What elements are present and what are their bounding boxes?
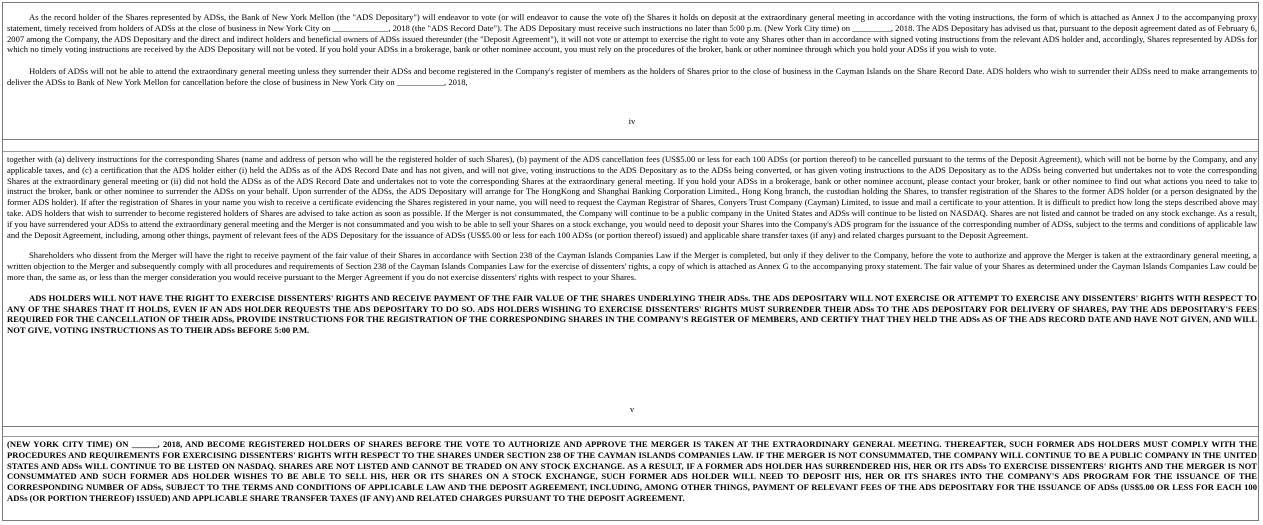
page-break-divider: [3, 151, 1259, 152]
page-break-divider: [3, 139, 1259, 140]
page-break-divider: [3, 436, 1259, 437]
page-vi: [7, 439, 1257, 504]
page-iv: [7, 12, 1257, 88]
ads-holders-notice-caps: ADS HOLDERS WILL NOT HAVE THE RIGHT TO EXERCISE DISSENTERS' RIGHTS AND RECEIVE PAYMENT OF THE FAIR VALUE OF THE SHARES UNDERLYING THEIR ADSs. THE ADS DEPOSITARY WILL NOT EXERCISE OR ATTEMPT TO EXERCISE ANY DISSENTERS' RIGHTS WITH RESPECT TO ANY OF THE SHARES THAT IT HOLDS, EVEN IF AN ADS HOLDER REQUESTS THE ADS DEPOSITARY TO DO SO. ADS HOLDERS WISHING TO EXERCISE DISSENTERS' RIGHTS MUST SURRENDER THEIR ADSs TO THE ADS DEPOSITARY FOR DELIVERY OF SHARES, PAY THE ADS DEPOSITARY'S FEES REQUIRED FOR THE CANCELLATION OF THEIR ADSs, PROVIDE INSTRUCTIONS FOR THE REGISTRATION OF THE CORRESPONDING SHARES IN THE COMPANY'S REGISTER OF MEMBERS, AND CERTIFY THAT THEY HELD THE ADSs AS OF THE ADS RECORD DATE AND HAVE NOT GIVEN, AND WILL NOT GIVE, VOTING INSTRUCTIONS AS TO THEIR ADSs BEFORE 5:00 P.M.: [7, 292, 1257, 336]
dissenters-rights-paragraph: Shareholders who dissent from the Merger will have the right to receive payment of the fair value of their Shares in accordance with Section 238 of the Cayman Islands Companies Law if the Merger is completed, but only if they deliver to the Company, before the vote to authorize and approve the Merger is taken at the extraordinary general meeting, a written objection to the Merger and subsequently comply with all procedures and requirements of Section 238 of the Cayman Islands Companies Law for the exercise of dissenters' rights, a copy of which is attached as Annex G to the accompanying proxy statement. The fair value of your Shares as determined under the Cayman Islands Companies Law could be more than, the same as, or less than the merger consideration you would receive pursuant to the Merger Agreement if you do not exercise dissenters' rights with respect to your Shares.: [7, 250, 1257, 282]
page-break-divider: [3, 426, 1259, 427]
ads-holders-notice-continued: (NEW YORK CITY TIME) ON ______, 2018, AND BECOME REGISTERED HOLDERS OF SHARES BEFORE THE VOTE TO AUTHORIZE AND APPROVE THE MERGER IS TAKEN AT THE EXTRAORDINARY GENERAL MEETING. THEREAFTER, SUCH FORMER ADS HOLDERS MUST COMPLY WITH THE PROCEDURES AND REQUIREMENTS FOR EXERCISING DISSENTERS' RIGHTS WITH RESPECT TO THE SHARES UNDER SECTION 238 OF THE CAYMAN ISLANDS COMPANIES LAW. IF THE MERGER IS NOT CONSUMMATED, THE COMPANY WILL CONTINUE TO BE A PUBLIC COMPANY IN THE UNITED STATES AND ADSs WILL CONTINUE TO BE LISTED ON NASDAQ. SHARES ARE NOT LISTED AND CANNOT BE TRADED ON ANY STOCK EXCHANGE. AS A RESULT, IF A FORMER ADS HOLDER HAS SURRENDERED HIS, HER OR ITS ADSs TO EXERCISE DISSENTERS' RIGHTS AND THE MERGER IS NOT CONSUMMATED AND SUCH FORMER ADS HOLDER WISHES TO BE ABLE TO SELL HIS, HER OR ITS SHARES ON A STOCK EXCHANGE, SUCH FORMER ADS HOLDER WILL NEED TO DEPOSIT HIS, HER OR ITS SHARES INTO THE COMPANY'S ADS PROGRAM FOR THE ISSUANCE OF THE CORRESPONDING NUMBER OF ADSs, SUBJECT TO THE TERMS AND CONDITIONS OF APPLICABLE LAW AND THE DEPOSIT AGREEMENT, INCLUDING, AMONG OTHER THINGS, PAYMENT OF RELEVANT FEES OF THE ADS DEPOSITARY FOR THE ISSUANCE OF ADSs (US$5.00 OR LESS FOR EACH 100 ADSs (OR PORTION THEREOF) ISSUED) AND APPLICABLE SHARE TRANSFER TAXES (IF ANY) AND RELATED CHARGES PURSUANT TO THE DEPOSIT AGREEMENT.: [7, 439, 1257, 503]
page-number-v: v: [629, 404, 635, 414]
page-number-iv: iv: [628, 116, 636, 126]
ads-attendance-paragraph: Holders of ADSs will not be able to attend the extraordinary general meeting unless they surrender their ADSs and become registered in the Company's register of members as the holders of Shares prior to the close of business in the Cayman Islands on the Share Record Date. ADS holders who wish to surrender their ADSs need to make arrangements to deliver the ADSs to Bank of New York Mellon for cancellation before the close of business in New York City on ___________, 2018,: [7, 66, 1257, 87]
page-v: [7, 154, 1257, 336]
surrender-procedure-paragraph: together with (a) delivery instructions for the corresponding Shares (name and address of person who will be the registered holder of such Shares), (b) payment of the ADS cancellation fees (US$5.00 or less for each 100 ADSs (or portion thereof) to be cancelled pursuant to the terms of the Deposit Agreement), which will not be borne by the Company, and any applicable taxes, and (c) a certification that the ADS holder either (i) held the ADSs as of the ADS Record Date and has not given, and will not give, voting instructions to the ADS Depositary as to the ADSs being converted, or has given voting instructions to the ADS Depositary as to the ADSs being converted but undertakes not to vote the corresponding Shares at the extraordinary general meeting or (ii) did not hold the ADSs as of the ADS Record Date and undertakes not to vote the corresponding Shares at the extraordinary general meeting. If you hold your ADSs in a brokerage, bank or other nominee account, please contact your broker, bank or other nominee to find out what actions you need to take to instruct the broker, bank or other nominee to surrender the ADSs on your behalf. Upon surrender of the ADSs, the ADS Depositary will arrange for The HongKong and Shanghai Banking Corporation Limited., Hong Kong branch, the custodian holding the Shares, to transfer registration of the Shares to the former ADS holder (or a person designated by the former ADS holder). If after the registration of Shares in your name you wish to receive a certificate evidencing the Shares registered in your name, you will need to request the Cayman Registrar of Shares, Conyers Trust Company (Cayman) Limited, to issue and mail a certificate to your attention. It is difficult to predict how long the steps described above may take. ADS holders that wish to surrender to become registered holders of Shares are advised to take action as soon as possible. If the Merger is not consummated, the Company will continue to be a public company in the United States and ADSs will continue to be listed on NASDAQ. Shares are not listed and cannot be traded on any stock exchange. As a result, if you have surrendered your ADSs to attend the extraordinary general meeting and the Merger is not consummated and you wish to be able to sell your Shares on a stock exchange, you would need to deposit your Shares into the Company's ADS program for the issuance of the corresponding number of ADSs, subject to the terms and conditions of applicable law and the Deposit Agreement, including, among other things, payment of relevant fees of the ADS Depositary for the issuance of ADSs (US$5.00 or less for each 100 ADSs (or portion thereof) issued) and applicable share transfer taxes (if any) and related charges pursuant to the Deposit Agreement.: [7, 154, 1257, 240]
ads-voting-paragraph: As the record holder of the Shares represented by ADSs, the Bank of New York Mellon (the "ADS Depositary") will endeavor to vote (or will endeavor to cause the vote of) the Shares it holds on deposit at the extraordinary general meeting in accordance with the voting instructions, the form of which is attached as Annex J to the accompanying proxy statement, timely received from holders of ADSs at the close of business in New York City on _____________, 2018 (the "ADS Record Date"). The ADS Depositary must receive such instructions no later than 5:00 p.m. (New York City time) on _________, 2018. The ADS Depositary has advised us that, pursuant to the deposit agreement dated as of February 6, 2007 among the Company, the ADS Depositary and the direct and indirect holders and beneficial owners of ADSs issued thereunder (the "Deposit Agreement"), it will not vote or attempt to exercise the right to vote any Shares other than in accordance with signed voting instructions from the relevant ADS holder and, accordingly, Shares represented by ADSs for which no timely voting instructions are received by the ADS Depositary will not be voted. If you hold your ADSs in a brokerage, bank or other nominee account, you must rely on the procedures of the broker, bank or other nominee through which you hold your ADSs if you wish to vote.: [7, 12, 1257, 55]
document-viewport: [2, 2, 1259, 521]
